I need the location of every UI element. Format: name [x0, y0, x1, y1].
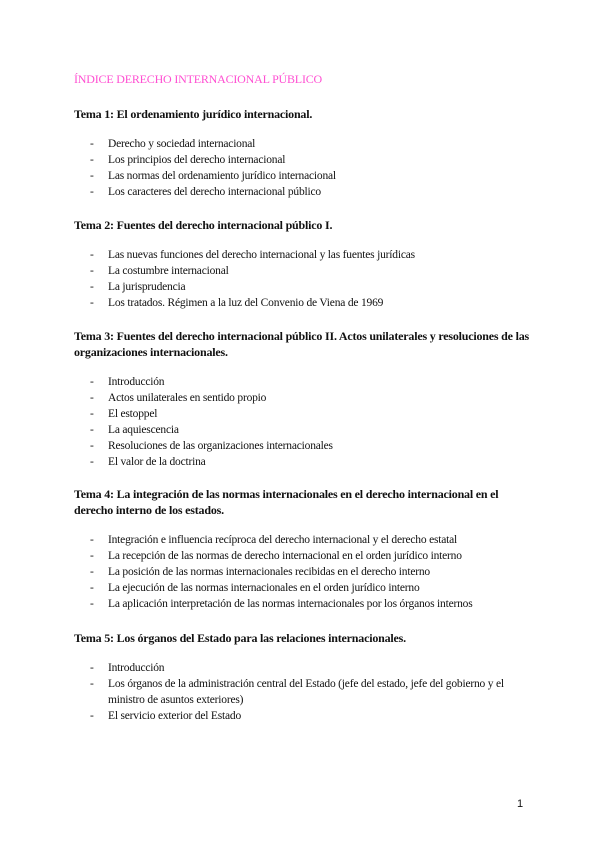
list-item: - La recepción de las normas de derecho internacional en el orden jurídico interno: [90, 550, 462, 562]
list-item: - Introducción: [90, 376, 165, 388]
list-item: - Integración e influencia recíproca del derecho internacional y el derecho estatal: [90, 534, 458, 546]
section-heading: Tema 1: El ordenamiento jurídico internacional.: [74, 107, 313, 121]
list-item: - Los órganos de la administración central del Estado (jefe del estado, jefe del gobierno y el ministro de asuntos exteriores): [90, 678, 504, 706]
list-item: - Resoluciones de las organizaciones internacionales: [90, 440, 333, 452]
list-item: - Los principios del derecho internacional: [90, 154, 286, 166]
section-heading: Tema 3: Fuentes del derecho internacional público II. Actos unilaterales y resoluciones de las organizaciones internacionales.: [74, 329, 529, 359]
section-tema-1: [74, 106, 534, 200]
section-heading: Tema 4: La integración de las normas internacionales en el derecho internacional en el derecho interno de los estados.: [74, 487, 499, 517]
list-item: - El estoppel: [90, 408, 158, 420]
list-item: - Las normas del ordenamiento jurídico internacional: [90, 170, 336, 182]
list-item: - La ejecución de las normas internacionales en el orden jurídico interno: [90, 582, 420, 594]
list-item: - La costumbre internacional: [90, 265, 229, 277]
item-list: [74, 136, 534, 200]
list-item: - El valor de la doctrina: [90, 456, 206, 468]
list-item: - La posición de las normas internacionales recibidas en el derecho interno: [90, 566, 430, 578]
list-item: - Introducción: [90, 662, 165, 674]
item-list: [74, 532, 534, 612]
item-list: [74, 374, 534, 470]
item-list: [74, 660, 534, 724]
list-item: - El servicio exterior del Estado: [90, 710, 242, 722]
list-item: - La jurisprudencia: [90, 281, 186, 293]
section-tema-5: [74, 630, 534, 724]
list-item: - Las nuevas funciones del derecho internacional y las fuentes jurídicas: [90, 249, 415, 261]
list-item: - Actos unilaterales en sentido propio: [90, 392, 267, 404]
list-item: - Los tratados. Régimen a la luz del Convenio de Viena de 1969: [90, 297, 384, 309]
section-tema-3: [74, 328, 534, 470]
document-title: ÍNDICE DERECHO INTERNACIONAL PÚBLICO: [74, 72, 323, 86]
section-heading: Tema 5: Los órganos del Estado para las relaciones internacionales.: [74, 631, 406, 645]
list-item: - La aplicación interpretación de las normas internacionales por los órganos internos: [90, 598, 473, 610]
item-list: [74, 247, 534, 311]
list-item: - Los caracteres del derecho internacional público: [90, 186, 321, 198]
list-item: - Derecho y sociedad internacional: [90, 138, 256, 150]
page-number: 1: [517, 798, 524, 810]
section-tema-4: [74, 486, 534, 612]
list-item: - La aquiescencia: [90, 424, 179, 436]
section-tema-2: [74, 217, 534, 311]
section-heading: Tema 2: Fuentes del derecho internacional público I.: [74, 218, 333, 232]
